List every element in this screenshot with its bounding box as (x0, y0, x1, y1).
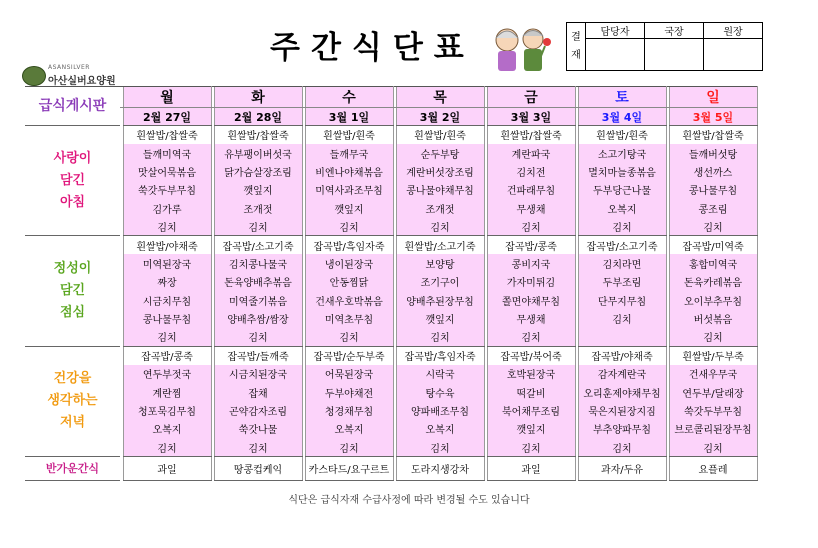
menu-item: 양파배조무침 (396, 401, 484, 419)
day-header: 월 (123, 87, 211, 108)
menu-item: 연두부/달래장 (669, 383, 757, 401)
day-header: 목 (396, 87, 484, 108)
menu-item: 계란찜 (123, 383, 211, 401)
menu-item: 콩나물무침 (123, 309, 211, 327)
meal-main-dish: 흰쌀밥/찹쌀죽 (214, 126, 302, 144)
menu-item: 콩나물야채무침 (396, 181, 484, 199)
meal-main-dish: 흰쌀밥/야채죽 (123, 236, 211, 254)
menu-item: 계란파국 (487, 144, 575, 162)
menu-item: 안동찜닭 (305, 273, 393, 291)
menu-item: 미역사과조무침 (305, 181, 393, 199)
menu-item: 김치 (487, 328, 575, 346)
menu-item: 닭가슴살장조림 (214, 162, 302, 180)
meal-label-line: 사랑이 (53, 150, 92, 166)
menu-item: 청포묵김무침 (123, 401, 211, 419)
elderly-couple-icon (485, 22, 557, 74)
menu-item: 콩비지국 (487, 254, 575, 272)
menu-item: 깻잎지 (305, 199, 393, 217)
menu-item: 떡갈비 (487, 383, 575, 401)
menu-item: 김치 (214, 438, 302, 456)
menu-item: 오이부추무침 (669, 291, 757, 309)
menu-item: 김치 (396, 328, 484, 346)
menu-item: 오복지 (578, 199, 666, 217)
menu-item: 쑥갓두부무침 (123, 181, 211, 199)
date-header: 3월 3일 (487, 108, 575, 126)
menu-item: 들깨버섯탕 (669, 144, 757, 162)
menu-item: 김치 (578, 309, 666, 327)
menu-item: 김치 (669, 328, 757, 346)
meal-label-line: 정성이 (53, 261, 92, 277)
meal-label-line: 생각하는 (47, 393, 98, 409)
signature-box[interactable] (645, 39, 704, 71)
approval-role: 담당자 (586, 23, 645, 39)
meal-main-dish: 잡곡밥/콩죽 (123, 346, 211, 364)
menu-item: 조개젓 (214, 199, 302, 217)
menu-item: 김가루 (123, 199, 211, 217)
menu-item: 건파래무침 (487, 181, 575, 199)
menu-item: 쫄면야채무침 (487, 291, 575, 309)
menu-item: 멸치마늘종볶음 (578, 162, 666, 180)
menu-item: 김치 (487, 438, 575, 456)
day-header: 일 (669, 87, 757, 108)
menu-item: 김치 (487, 217, 575, 235)
weekly-menu-table (25, 86, 758, 481)
approval-role: 원장 (704, 23, 763, 39)
meal-main-dish: 잡곡밥/콩죽 (487, 236, 575, 254)
menu-item: 김치전 (487, 162, 575, 180)
menu-item: 깻잎지 (214, 181, 302, 199)
meal-main-dish: 흰쌀밥/소고기죽 (396, 236, 484, 254)
menu-item: 김치콩나물국 (214, 254, 302, 272)
menu-item: 청경채무침 (305, 401, 393, 419)
snack-item: 과자/두유 (578, 457, 666, 481)
menu-item: 탕수육 (396, 383, 484, 401)
meal-main-dish: 흰쌀밥/찹쌀죽 (487, 126, 575, 144)
approval-role: 국장 (645, 23, 704, 39)
menu-item: 브로콜리된장무침 (669, 420, 757, 438)
menu-item: 김치 (305, 328, 393, 346)
menu-item: 김치 (123, 438, 211, 456)
meal-main-dish: 잡곡밥/흑임자죽 (305, 236, 393, 254)
meal-label-line: 점심 (59, 305, 86, 321)
menu-item: 콩나물무침 (669, 181, 757, 199)
menu-item: 김치 (214, 217, 302, 235)
menu-item: 시금치무침 (123, 291, 211, 309)
snack-label: 반가운간식 (25, 457, 120, 481)
menu-item: 조개젓 (396, 199, 484, 217)
menu-item: 쑥갓두부무침 (669, 401, 757, 419)
snack-item: 과일 (123, 457, 211, 481)
menu-item: 김치 (396, 217, 484, 235)
menu-item: 유부팽이버섯국 (214, 144, 302, 162)
meal-main-dish: 잡곡밥/소고기죽 (578, 236, 666, 254)
day-header: 화 (214, 87, 302, 108)
menu-item: 계란버섯장조림 (396, 162, 484, 180)
menu-item: 호박된장국 (487, 365, 575, 383)
menu-item: 김치 (578, 217, 666, 235)
menu-item: 깻잎지 (487, 420, 575, 438)
menu-item: 조기구이 (396, 273, 484, 291)
meal-label-line: 건강을 (53, 371, 92, 387)
approval-table (566, 22, 763, 71)
menu-item: 홍합미역국 (669, 254, 757, 272)
date-header: 3월 2일 (396, 108, 484, 126)
menu-item: 짜장 (123, 273, 211, 291)
menu-item: 무생채 (487, 199, 575, 217)
meal-main-dish: 잡곡밥/북어죽 (487, 346, 575, 364)
meal-main-dish: 잡곡밥/미역죽 (669, 236, 757, 254)
menu-item: 가자미튀김 (487, 273, 575, 291)
snack-item: 카스타드/요구르트 (305, 457, 393, 481)
menu-item: 양배추쌈/쌈장 (214, 309, 302, 327)
meal-label-line: 담긴 (59, 283, 86, 299)
menu-item: 김치 (214, 328, 302, 346)
menu-item: 깻잎지 (396, 309, 484, 327)
footer-note: 식단은 급식자재 수급사정에 따라 변경될 수도 있습니다 (288, 495, 530, 506)
menu-item: 두부야채전 (305, 383, 393, 401)
meal-main-dish: 잡곡밥/흑임자죽 (396, 346, 484, 364)
snack-item: 요플레 (669, 457, 757, 481)
logo-emblem-icon (22, 66, 46, 86)
menu-item: 오리훈제야채무침 (578, 383, 666, 401)
meal-main-dish: 흰쌀밥/찹쌀죽 (123, 126, 211, 144)
menu-item: 양배추된장무침 (396, 291, 484, 309)
menu-item: 냉이된장국 (305, 254, 393, 272)
menu-item: 무생채 (487, 309, 575, 327)
menu-item: 돈육카레볶음 (669, 273, 757, 291)
meal-main-dish: 흰쌀밥/흰죽 (578, 126, 666, 144)
menu-item: 두부조림 (578, 273, 666, 291)
menu-item: 건새우무국 (669, 365, 757, 383)
meal-label (25, 346, 120, 456)
meal-label (25, 126, 120, 236)
signature-box[interactable] (586, 39, 645, 71)
meal-main-dish: 흰쌀밥/흰죽 (396, 126, 484, 144)
menu-item: 건새우호박볶음 (305, 291, 393, 309)
menu-item: 잡채 (214, 383, 302, 401)
menu-item: 김치 (305, 217, 393, 235)
meal-main-dish: 잡곡밥/순두부죽 (305, 346, 393, 364)
menu-item: 감자계란국 (578, 365, 666, 383)
snack-item: 땅콩컵케익 (214, 457, 302, 481)
date-header: 2월 28일 (214, 108, 302, 126)
menu-item: 오복지 (305, 420, 393, 438)
menu-item: 연두부젓국 (123, 365, 211, 383)
meal-label-line: 아침 (59, 194, 86, 210)
menu-item: 부추양파무침 (578, 420, 666, 438)
meal-main-dish: 잡곡밥/소고기죽 (214, 236, 302, 254)
menu-item: 두부당근나물 (578, 181, 666, 199)
menu-item (578, 328, 666, 346)
menu-item: 김치라면 (578, 254, 666, 272)
logo (22, 64, 132, 86)
menu-item: 김치 (669, 217, 757, 235)
menu-item: 어묵된장국 (305, 365, 393, 383)
meal-main-dish: 흰쌀밥/찹쌀죽 (669, 126, 757, 144)
menu-item: 김치 (396, 438, 484, 456)
signature-box[interactable] (704, 39, 763, 71)
menu-item: 시금치된장국 (214, 365, 302, 383)
day-header: 금 (487, 87, 575, 108)
meal-label-line: 담긴 (59, 172, 86, 188)
menu-item: 들깨미역국 (123, 144, 211, 162)
menu-item: 비엔나야채볶음 (305, 162, 393, 180)
date-header: 2월 27일 (123, 108, 211, 126)
logo-korean: 아산실버요양원 (48, 76, 116, 87)
menu-item: 묵은지된장지짐 (578, 401, 666, 419)
snack-item: 과일 (487, 457, 575, 481)
menu-item: 북어채무조림 (487, 401, 575, 419)
date-header: 3월 1일 (305, 108, 393, 126)
menu-item: 김치 (578, 438, 666, 456)
menu-item: 김치 (669, 438, 757, 456)
menu-item: 생선까스 (669, 162, 757, 180)
menu-item: 오복지 (123, 420, 211, 438)
snack-item: 도라지생강차 (396, 457, 484, 481)
page-title: 주간식단표 (270, 30, 475, 66)
menu-item: 돈육양배추볶음 (214, 273, 302, 291)
menu-item: 김치 (123, 328, 211, 346)
logo-english: ASANSILVER (48, 64, 90, 71)
meal-main-dish: 잡곡밥/들깨죽 (214, 346, 302, 364)
menu-item: 미역초무침 (305, 309, 393, 327)
day-header: 토 (578, 87, 666, 108)
menu-item: 소고기탕국 (578, 144, 666, 162)
meal-main-dish: 흰쌀밥/흰죽 (305, 126, 393, 144)
menu-item: 김치 (123, 217, 211, 235)
menu-item: 단무지무침 (578, 291, 666, 309)
date-header: 3월 4일 (578, 108, 666, 126)
day-header: 수 (305, 87, 393, 108)
menu-item: 쑥갓나물 (214, 420, 302, 438)
menu-item: 콩조림 (669, 199, 757, 217)
date-header: 3월 5일 (669, 108, 757, 126)
meal-main-dish: 흰쌀밥/두부죽 (669, 346, 757, 364)
meal-label (25, 236, 120, 346)
menu-item: 맛살어묵볶음 (123, 162, 211, 180)
menu-item: 곤약감자조림 (214, 401, 302, 419)
menu-item: 미역된장국 (123, 254, 211, 272)
menu-item: 미역줄기볶음 (214, 291, 302, 309)
menu-item: 시락국 (396, 365, 484, 383)
menu-item: 순두부탕 (396, 144, 484, 162)
menu-item: 보양탕 (396, 254, 484, 272)
meal-main-dish: 잡곡밥/야채죽 (578, 346, 666, 364)
approval-label: 결 재 (567, 23, 586, 71)
menu-item: 오복지 (396, 420, 484, 438)
menu-item: 김치 (305, 438, 393, 456)
menu-item: 들깨무국 (305, 144, 393, 162)
meal-label-line: 저녁 (59, 415, 86, 431)
menu-item: 버섯볶음 (669, 309, 757, 327)
board-label: 급식게시판 (25, 87, 120, 126)
